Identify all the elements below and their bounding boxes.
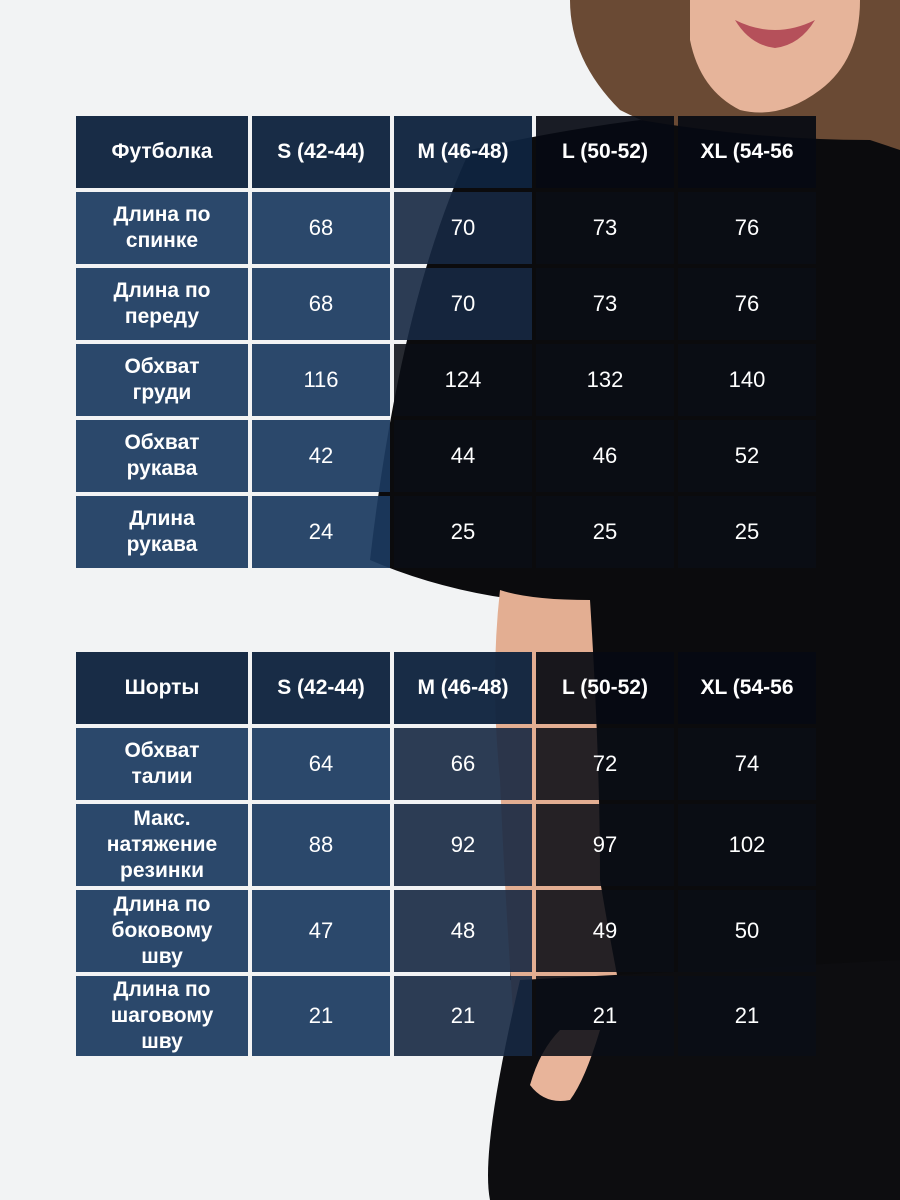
table-header-size-s: S (42-44) xyxy=(252,116,390,188)
table-cell: 50 xyxy=(678,890,816,972)
row-label-line: рукава xyxy=(126,533,198,556)
row-label-line: Длина по xyxy=(113,978,211,1001)
row-label xyxy=(76,728,248,800)
table-cell: 46 xyxy=(536,420,674,492)
table-cell: 92 xyxy=(394,804,532,886)
table-cell: 25 xyxy=(394,496,532,568)
row-label-line: Длина по xyxy=(113,203,211,226)
table-cell: 97 xyxy=(536,804,674,886)
table-cell: 24 xyxy=(252,496,390,568)
row-label-line: Длина по xyxy=(113,279,211,302)
table-header-size-l: L (50-52) xyxy=(536,116,674,188)
row-label xyxy=(76,192,248,264)
table-cell: 25 xyxy=(678,496,816,568)
table-cell: 68 xyxy=(252,192,390,264)
table-cell: 44 xyxy=(394,420,532,492)
table-cell: 70 xyxy=(394,268,532,340)
row-label-line: Макс. xyxy=(133,807,191,830)
table-cell: 72 xyxy=(536,728,674,800)
row-label-line: талии xyxy=(131,765,193,788)
table-cell: 116 xyxy=(252,344,390,416)
table-header-size-m: M (46-48) xyxy=(394,116,532,188)
table-cell: 66 xyxy=(394,728,532,800)
row-label xyxy=(76,890,248,972)
tshirt-size-table xyxy=(76,116,816,568)
table-cell: 70 xyxy=(394,192,532,264)
table-cell: 88 xyxy=(252,804,390,886)
table-cell: 21 xyxy=(678,976,816,1056)
table-header-size-s: S (42-44) xyxy=(252,652,390,724)
table-header-size-xl: XL (54-56 xyxy=(678,652,816,724)
table-cell: 73 xyxy=(536,268,674,340)
table-cell: 76 xyxy=(678,192,816,264)
table-cell: 73 xyxy=(536,192,674,264)
shorts-size-table xyxy=(76,652,816,1056)
row-label xyxy=(76,976,248,1056)
table-cell: 64 xyxy=(252,728,390,800)
row-label-line: резинки xyxy=(120,859,204,882)
row-label xyxy=(76,420,248,492)
table-cell: 21 xyxy=(394,976,532,1056)
row-label-line: шву xyxy=(141,945,183,968)
table-cell: 47 xyxy=(252,890,390,972)
row-label-line: Обхват xyxy=(124,431,200,454)
row-label-line: переду xyxy=(124,305,200,328)
row-label xyxy=(76,344,248,416)
table-cell: 42 xyxy=(252,420,390,492)
table-header-garment: Футболка xyxy=(76,116,248,188)
row-label xyxy=(76,496,248,568)
table-cell: 132 xyxy=(536,344,674,416)
row-label-line: Обхват xyxy=(124,355,200,378)
table-header-size-xl: XL (54-56 xyxy=(678,116,816,188)
row-label-line: боковому xyxy=(111,919,213,942)
row-label-line: Обхват xyxy=(124,739,200,762)
table-cell: 124 xyxy=(394,344,532,416)
row-label-line: шву xyxy=(141,1030,183,1053)
table-cell: 49 xyxy=(536,890,674,972)
table-cell: 25 xyxy=(536,496,674,568)
row-label-line: Длина xyxy=(129,507,195,530)
row-label-line: натяжение xyxy=(106,833,218,856)
table-cell: 48 xyxy=(394,890,532,972)
table-header-garment: Шорты xyxy=(76,652,248,724)
table-cell: 52 xyxy=(678,420,816,492)
table-cell: 76 xyxy=(678,268,816,340)
row-label-line: рукава xyxy=(126,457,198,480)
table-cell: 21 xyxy=(252,976,390,1056)
row-label xyxy=(76,804,248,886)
table-cell: 102 xyxy=(678,804,816,886)
row-label-line: Длина по xyxy=(113,893,211,916)
table-header-size-m: M (46-48) xyxy=(394,652,532,724)
table-cell: 68 xyxy=(252,268,390,340)
row-label xyxy=(76,268,248,340)
row-label-line: шаговому xyxy=(110,1004,214,1027)
table-cell: 21 xyxy=(536,976,674,1056)
table-cell: 140 xyxy=(678,344,816,416)
table-header-size-l: L (50-52) xyxy=(536,652,674,724)
row-label-line: спинке xyxy=(125,229,199,252)
table-cell: 74 xyxy=(678,728,816,800)
row-label-line: груди xyxy=(132,381,192,404)
